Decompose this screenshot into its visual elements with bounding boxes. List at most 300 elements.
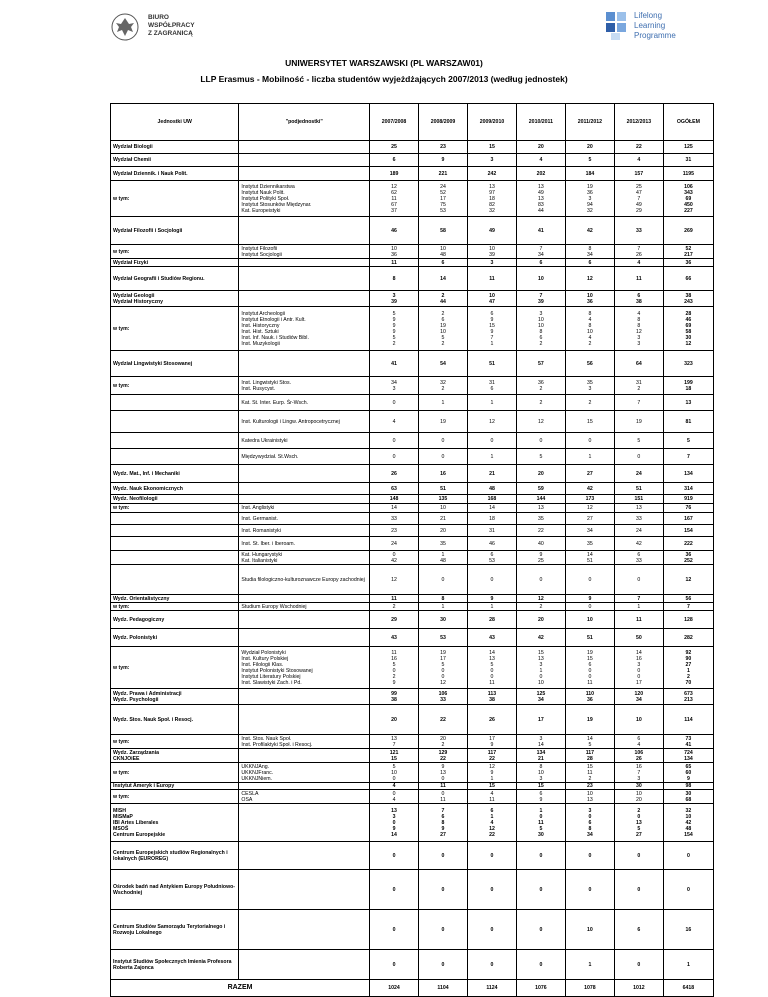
llp-logo	[604, 10, 724, 50]
subunit-cell	[239, 495, 370, 504]
row-total-cell: 199 18	[663, 377, 713, 395]
unit-cell: w tym:	[111, 647, 239, 689]
table-row	[111, 804, 714, 842]
subunit-cell: Instytut Dziennikarstwa Instytut Nauk Polit. Instytut Polityki Społ. Instytut Stosunków Międzynar. Kat. Europeistyki	[239, 181, 370, 217]
table-row	[111, 495, 714, 504]
value-cell: 0	[614, 842, 663, 870]
subunit-cell	[239, 910, 370, 950]
row-total-cell: 16	[663, 910, 713, 950]
subunit-cell	[239, 749, 370, 763]
value-cell: 7 6 8 9 27	[419, 804, 468, 842]
value-cell: 0	[516, 565, 565, 595]
value-cell: 6 1 4 12 22	[467, 804, 516, 842]
value-cell: 15	[565, 411, 614, 433]
value-cell: 35 3	[565, 377, 614, 395]
value-cell: 15	[467, 783, 516, 790]
row-total-cell: 314	[663, 483, 713, 495]
value-cell: 13 3 0 9 14	[370, 804, 419, 842]
grand-total-cell: 6418	[663, 980, 713, 997]
value-cell: 1	[467, 395, 516, 411]
value-cell: 0	[370, 842, 419, 870]
table-row	[111, 551, 714, 565]
unit-cell	[111, 395, 239, 411]
value-cell: 0	[516, 950, 565, 980]
unit-cell: w tym:	[111, 307, 239, 351]
table-row	[111, 267, 714, 291]
table-body	[111, 141, 714, 980]
value-cell: 10 13	[565, 790, 614, 804]
value-cell: 35	[516, 513, 565, 525]
row-total-cell: 1	[663, 950, 713, 980]
value-cell: 54	[419, 351, 468, 377]
value-cell: 14	[370, 504, 419, 513]
value-cell: 4	[370, 783, 419, 790]
value-cell: 11	[614, 611, 663, 629]
value-cell: 168	[467, 495, 516, 504]
value-cell: 31 6	[467, 377, 516, 395]
value-cell: 10	[516, 267, 565, 291]
table-row	[111, 513, 714, 525]
value-cell: 10 36	[370, 245, 419, 259]
col-header-2011: 2011/2012	[565, 104, 614, 141]
unit-cell: Wydz. Orientalistyczny	[111, 595, 239, 603]
value-cell: 23	[370, 525, 419, 537]
value-cell: 0	[614, 870, 663, 910]
value-cell: 9 25	[516, 551, 565, 565]
value-cell: 23	[565, 783, 614, 790]
subunit-cell: Międzywydział. St.Wsch.	[239, 449, 370, 465]
subunit-cell	[239, 950, 370, 980]
value-cell: 34 3	[370, 377, 419, 395]
value-cell: 0	[370, 910, 419, 950]
table-row	[111, 433, 714, 449]
value-cell: 2	[516, 395, 565, 411]
value-cell: 4	[614, 154, 663, 167]
table-row	[111, 154, 714, 167]
value-cell: 157	[614, 167, 663, 181]
value-cell: 6 33	[614, 551, 663, 565]
value-cell: 33	[370, 513, 419, 525]
value-cell: 9	[565, 595, 614, 603]
unit-cell: Wydział Dziennik. i Nauk Polit.	[111, 167, 239, 181]
value-cell: 6 9	[516, 790, 565, 804]
value-cell: 35	[419, 537, 468, 551]
value-cell: 20 2	[419, 735, 468, 749]
value-cell: 5	[516, 449, 565, 465]
value-cell: 4	[614, 259, 663, 267]
value-cell: 21	[467, 465, 516, 483]
table-row	[111, 141, 714, 154]
table-row	[111, 217, 714, 245]
value-cell: 1	[467, 603, 516, 611]
row-total-cell: 106 343 69 450 227	[663, 181, 713, 217]
value-cell: 15	[516, 783, 565, 790]
value-cell: 1	[614, 603, 663, 611]
row-total-cell: 30 68	[663, 790, 713, 804]
value-cell: 16	[419, 465, 468, 483]
value-cell: 4	[516, 154, 565, 167]
value-cell: 99 38	[370, 689, 419, 705]
subunit-cell	[239, 783, 370, 790]
value-cell: 14 13 5 0 0 11	[467, 647, 516, 689]
value-cell: 6	[419, 259, 468, 267]
table-row	[111, 565, 714, 595]
unit-cell: Wydz. Stos. Nauk Społ. i Resocj.	[111, 705, 239, 735]
row-total-cell: 7	[663, 603, 713, 611]
value-cell: 15 13 3 1 0 10	[516, 647, 565, 689]
value-cell: 221	[419, 167, 468, 181]
value-cell: 106 33	[419, 689, 468, 705]
value-cell: 5 10 0	[370, 763, 419, 783]
value-cell: 22	[419, 705, 468, 735]
subunit-cell	[239, 611, 370, 629]
table-row	[111, 483, 714, 495]
row-total-cell: 73 41	[663, 735, 713, 749]
value-cell: 20	[419, 525, 468, 537]
subunit-cell: Wydział Polonistyki Inst. Kultury Polskiej Inst. Filologii Klas. Instytut Polonistyki Stosowanej Instytut Literatury Polskiej Inst. Slawistyki Zach. i Pd.	[239, 647, 370, 689]
value-cell: 5 9 9 9 5 2	[370, 307, 419, 351]
unit-cell: Wydział Filozofii i Socjologii	[111, 217, 239, 245]
value-cell: 13 7	[370, 735, 419, 749]
value-cell: 0	[516, 870, 565, 910]
row-total-cell: 0	[663, 870, 713, 910]
subunit-cell: Studia filologiczno-kulturoznawcze Europy zachodniej	[239, 565, 370, 595]
unit-cell: w tym:	[111, 504, 239, 513]
unit-cell: Wydział Lingwistyki Stosowanej	[111, 351, 239, 377]
row-total-cell: 31	[663, 154, 713, 167]
value-cell: 59	[516, 483, 565, 495]
value-cell: 30	[614, 783, 663, 790]
value-cell: 0	[614, 950, 663, 980]
row-total-cell: 282	[663, 629, 713, 647]
value-cell: 0	[419, 910, 468, 950]
value-cell: 10	[419, 504, 468, 513]
unit-cell: w tym:	[111, 603, 239, 611]
value-cell: 0	[467, 565, 516, 595]
subunit-cell	[239, 291, 370, 307]
value-cell: 135	[419, 495, 468, 504]
value-cell: 19	[565, 705, 614, 735]
row-total-cell: 52 217	[663, 245, 713, 259]
unit-cell: Ośrodek badń nad Antykiem Europy Południowo-Wschodniej	[111, 870, 239, 910]
value-cell: 242	[467, 167, 516, 181]
value-cell: 0	[370, 950, 419, 980]
value-cell: 15 11 2	[565, 763, 614, 783]
value-cell: 13 97 18 82 32	[467, 181, 516, 217]
value-cell: 6	[370, 154, 419, 167]
value-cell: 5	[614, 433, 663, 449]
table-row	[111, 910, 714, 950]
value-cell: 0	[419, 950, 468, 980]
table-row	[111, 689, 714, 705]
value-cell: 46	[370, 217, 419, 245]
value-cell: 110 36	[565, 689, 614, 705]
subunit-cell: Inst. Stos. Nauk Społ. Inst. Profilaktyki Społ. i Resocj.	[239, 735, 370, 749]
value-cell: 0	[419, 433, 468, 449]
value-cell: 151	[614, 495, 663, 504]
subunit-cell: Inst. Germanist.	[239, 513, 370, 525]
value-cell: 0	[614, 565, 663, 595]
value-cell: 27	[565, 513, 614, 525]
value-cell: 9	[419, 154, 468, 167]
unit-cell: w tym:	[111, 245, 239, 259]
value-cell: 43	[467, 629, 516, 647]
value-cell: 0	[467, 910, 516, 950]
value-cell: 19 15 6 0 0 11	[565, 647, 614, 689]
subunit-cell	[239, 141, 370, 154]
value-cell: 8 34	[565, 245, 614, 259]
logo-line-3: Z ZAGRANICĄ	[148, 30, 193, 37]
value-cell: 22	[614, 141, 663, 154]
value-cell: 3 14	[516, 735, 565, 749]
value-cell: 3 39	[370, 291, 419, 307]
value-cell: 14	[467, 504, 516, 513]
value-cell: 11	[370, 259, 419, 267]
value-cell: 6 4	[614, 735, 663, 749]
subunit-cell: Kat. Hungarystyki Kat. Italianistyki	[239, 551, 370, 565]
value-cell: 8	[419, 595, 468, 603]
value-cell: 41	[370, 351, 419, 377]
col-header-2010: 2010/2011	[516, 104, 565, 141]
value-cell: 22	[516, 525, 565, 537]
value-cell: 1 0 11 5 30	[516, 804, 565, 842]
row-total-cell: 32 10 42 48 154	[663, 804, 713, 842]
col-header-2009: 2009/2010	[467, 104, 516, 141]
report-title: LLP Erasmus - Mobilność - liczba studentów wyjeżdżających 2007/2013 (według jednostek)	[200, 74, 568, 84]
value-cell: 2	[370, 603, 419, 611]
subunit-cell	[239, 689, 370, 705]
value-cell: 1 48	[419, 551, 468, 565]
value-cell: 4 11	[467, 790, 516, 804]
value-cell: 2 0 13 5 27	[614, 804, 663, 842]
col-header-2007: 2007/2008	[370, 104, 419, 141]
value-cell: 117 28	[565, 749, 614, 763]
row-total-cell: 56	[663, 595, 713, 603]
table-row	[111, 181, 714, 217]
value-cell: 117 22	[467, 749, 516, 763]
value-cell: 19	[419, 411, 468, 433]
table-header-row	[111, 104, 714, 141]
value-cell: 51	[467, 351, 516, 377]
unit-cell: Centrum Europejskich studiów Regionalnych i lokalnych (EUROREG)	[111, 842, 239, 870]
table-row	[111, 525, 714, 537]
value-cell: 0	[467, 950, 516, 980]
value-cell: 1	[419, 395, 468, 411]
value-cell: 144	[516, 495, 565, 504]
value-cell: 14	[419, 267, 468, 291]
row-total-cell: 269	[663, 217, 713, 245]
value-cell: 10 48	[419, 245, 468, 259]
unit-cell: w tym:	[111, 790, 239, 804]
value-cell: 1	[467, 449, 516, 465]
subunit-cell	[239, 629, 370, 647]
total-cell: 1124	[467, 980, 516, 997]
row-total-cell: 222	[663, 537, 713, 551]
value-cell: 12 9 1	[467, 763, 516, 783]
value-cell: 26	[370, 465, 419, 483]
unit-cell: Wydział Chemii	[111, 154, 239, 167]
value-cell: 0	[419, 842, 468, 870]
value-cell: 11 16 5 0 2 9	[370, 647, 419, 689]
value-cell: 1	[565, 449, 614, 465]
value-cell: 0	[516, 910, 565, 950]
col-header-2012: 2012/2013	[614, 104, 663, 141]
value-cell: 0	[565, 433, 614, 449]
subunit-cell: UKKNJAng. UKKNJFranc. UKKNJNiem.	[239, 763, 370, 783]
value-cell: 0	[565, 603, 614, 611]
value-cell: 21	[419, 513, 468, 525]
value-cell: 0	[467, 870, 516, 910]
mobility-table	[110, 103, 714, 997]
value-cell: 19 17 5 0 0 12	[419, 647, 468, 689]
total-cell: 1076	[516, 980, 565, 997]
row-total-cell: 0	[663, 842, 713, 870]
subunit-cell: Instytut Filozofii Instytut Socjologii	[239, 245, 370, 259]
subunit-cell: Inst. Lingwistyki Stos. Inst. Rusycyst.	[239, 377, 370, 395]
value-cell: 0	[370, 433, 419, 449]
col-header-subunit: "podjednostki"	[239, 104, 370, 141]
subunit-cell	[239, 154, 370, 167]
value-cell: 14 51	[565, 551, 614, 565]
value-cell: 13	[516, 504, 565, 513]
value-cell: 63	[370, 483, 419, 495]
row-total-cell: 38 243	[663, 291, 713, 307]
unit-cell: Wydz. Zarządzania CKNJOiEE	[111, 749, 239, 763]
value-cell: 0	[419, 565, 468, 595]
value-cell: 0	[614, 449, 663, 465]
table-row	[111, 595, 714, 603]
value-cell: 51	[565, 629, 614, 647]
value-cell: 33	[614, 217, 663, 245]
value-cell: 29	[370, 611, 419, 629]
unit-cell	[111, 525, 239, 537]
subunit-cell: Kat. St. Inter. Eurp. Śr-Wsch.	[239, 395, 370, 411]
subunit-cell	[239, 267, 370, 291]
table-row	[111, 307, 714, 351]
value-cell: 24 52 17 75 53	[419, 181, 468, 217]
table-row	[111, 291, 714, 307]
row-total-cell: 114	[663, 705, 713, 735]
llp-line-3: Programme	[634, 31, 676, 40]
value-cell: 11	[370, 595, 419, 603]
value-cell: 0 11	[419, 790, 468, 804]
subunit-cell	[239, 167, 370, 181]
value-cell: 148	[370, 495, 419, 504]
value-cell: 64	[614, 351, 663, 377]
row-total-cell: 65 60 9	[663, 763, 713, 783]
unit-cell: Centrum Studiów Samorządu Terytorialnego i Rozwoju Lokalnego	[111, 910, 239, 950]
total-cell: 1078	[565, 980, 614, 997]
value-cell: 53	[419, 629, 468, 647]
value-cell: 0	[467, 842, 516, 870]
row-total-cell: 92 90 27 1 2 70	[663, 647, 713, 689]
unit-cell: Wydz. Prawa i Administracji Wydz. Psychologii	[111, 689, 239, 705]
unit-cell: Wydział Biologii	[111, 141, 239, 154]
table-row	[111, 611, 714, 629]
value-cell: 6 38	[614, 291, 663, 307]
value-cell: 6	[516, 259, 565, 267]
table-row	[111, 749, 714, 763]
value-cell: 0 42	[370, 551, 419, 565]
unit-cell	[111, 537, 239, 551]
value-cell: 51	[419, 483, 468, 495]
value-cell: 17	[516, 705, 565, 735]
table-row	[111, 735, 714, 749]
row-total-cell: 7	[663, 449, 713, 465]
subunit-cell	[239, 217, 370, 245]
value-cell: 30	[419, 611, 468, 629]
value-cell: 17 9	[467, 735, 516, 749]
value-cell: 7 34	[516, 245, 565, 259]
unit-cell: Wydz. Neofilologii	[111, 495, 239, 504]
value-cell: 19 36 3 94 32	[565, 181, 614, 217]
value-cell: 19	[614, 411, 663, 433]
value-cell: 16 7 3	[614, 763, 663, 783]
table-row	[111, 603, 714, 611]
biuro-logo	[110, 12, 210, 46]
value-cell: 5	[565, 154, 614, 167]
value-cell: 42	[614, 537, 663, 551]
value-cell: 42	[565, 217, 614, 245]
value-cell: 6 9 15 9 7 1	[467, 307, 516, 351]
row-total-cell: 12	[663, 565, 713, 595]
table-row	[111, 537, 714, 551]
value-cell: 10 47	[467, 291, 516, 307]
value-cell: 2	[565, 395, 614, 411]
value-cell: 50	[614, 629, 663, 647]
row-total-cell: 323	[663, 351, 713, 377]
value-cell: 36 2	[516, 377, 565, 395]
table-row	[111, 395, 714, 411]
row-total-cell: 919	[663, 495, 713, 504]
value-cell: 4	[370, 411, 419, 433]
value-cell: 12	[516, 595, 565, 603]
value-cell: 7	[614, 595, 663, 603]
value-cell: 134 21	[516, 749, 565, 763]
value-cell: 12 62 11 67 37	[370, 181, 419, 217]
value-cell: 15	[467, 141, 516, 154]
table-row	[111, 790, 714, 804]
value-cell: 24	[614, 525, 663, 537]
unit-cell: w tym:	[111, 763, 239, 783]
row-total-cell: 36	[663, 259, 713, 267]
value-cell: 32 2	[419, 377, 468, 395]
value-cell: 20	[516, 611, 565, 629]
subunit-cell: Inst. Anglistyki	[239, 504, 370, 513]
row-total-cell: 81	[663, 411, 713, 433]
unit-cell	[111, 565, 239, 595]
value-cell: 56	[565, 351, 614, 377]
row-total-cell: 66	[663, 267, 713, 291]
value-cell: 20	[565, 141, 614, 154]
value-cell: 6	[614, 910, 663, 950]
value-cell: 0	[565, 870, 614, 910]
table-row	[111, 705, 714, 735]
subunit-cell: Inst. Romanistyki	[239, 525, 370, 537]
value-cell: 0	[370, 449, 419, 465]
table-row	[111, 259, 714, 267]
value-cell: 42	[565, 483, 614, 495]
llp-logo-icon	[604, 10, 632, 42]
value-cell: 31 2	[614, 377, 663, 395]
unit-cell: Wydział Geografii i Studiów Regionu.	[111, 267, 239, 291]
value-cell: 8 10 3	[516, 763, 565, 783]
value-cell: 121 15	[370, 749, 419, 763]
total-cell: 1104	[419, 980, 468, 997]
value-cell: 34	[565, 525, 614, 537]
value-cell: 6 53	[467, 551, 516, 565]
unit-cell: w tym:	[111, 181, 239, 217]
